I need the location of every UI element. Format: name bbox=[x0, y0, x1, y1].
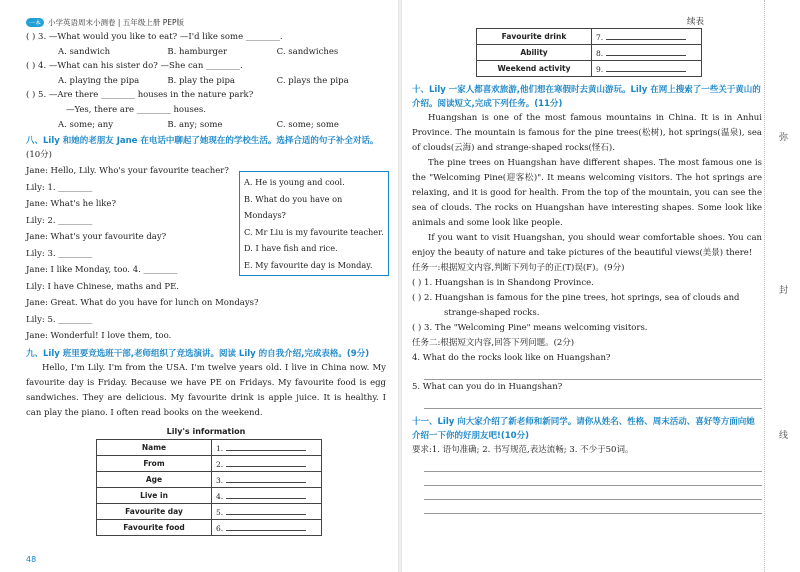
table-value[interactable] bbox=[212, 456, 322, 472]
question-4: ( ) 4. —What can his sister do? —She can ________. bbox=[26, 61, 243, 71]
passage-p3: If you want to visit Huangshan, you should wear comfortable shoes. You can enjoy the beauty of nature and take pictures of the beautiful views(美景) there! bbox=[412, 233, 762, 258]
writing-line[interactable] bbox=[424, 486, 762, 500]
answer-line[interactable] bbox=[424, 366, 762, 380]
table-key: Live in bbox=[97, 488, 212, 504]
seal-char: 弥 bbox=[779, 133, 789, 143]
table-key: From bbox=[97, 456, 212, 472]
writing-line[interactable] bbox=[424, 472, 762, 486]
table-key: Ability bbox=[477, 45, 592, 61]
section-9-title: 九、Lily 班里要竞选班干部,老师组织了竞选演讲。阅读 Lily 的自我介绍,完成表格。(9分) bbox=[26, 349, 370, 359]
blank-line[interactable] bbox=[606, 31, 686, 40]
writing-line[interactable] bbox=[424, 458, 762, 472]
blank-number: 9. bbox=[596, 65, 604, 74]
question-3: ( ) 3. —What would you like to eat? —I'd like some ________. bbox=[26, 32, 283, 42]
dialogue-line: Jane: What's he like? bbox=[26, 199, 117, 209]
question-5-reply: —Yes, there are ________ houses. bbox=[66, 105, 206, 115]
blank-number: 4. bbox=[216, 492, 224, 501]
page-spine bbox=[398, 0, 402, 572]
dialogue bbox=[26, 163, 386, 343]
table-key: Favourite food bbox=[97, 520, 212, 536]
blank-number: 8. bbox=[596, 49, 604, 58]
continued-label: 续表 bbox=[686, 17, 704, 27]
dialogue-line: Jane: I like Monday, too. 4. ________ bbox=[26, 265, 178, 275]
table-title: Lily's information bbox=[166, 427, 246, 436]
passage-p1: Huangshan is one of the most famous mountains in China. It is in Anhui Province. The mountain is famous for the pine trees(松树), hot springs(温泉), sea of clouds(云海) and strange-shaped rocks(怪石). bbox=[412, 113, 762, 153]
dialogue-line: Lily: 1. ________ bbox=[26, 182, 93, 193]
seal-char: 封 bbox=[779, 286, 789, 296]
writing-line[interactable] bbox=[424, 500, 762, 514]
blank-line[interactable] bbox=[606, 47, 686, 56]
dialogue-line: Lily: I have Chinese, maths and PE. bbox=[26, 281, 179, 292]
section-11-title: 十一、Lily 向大家介绍了新老师和新同学。请你从姓名、性格、周末活动、喜好等方面向她介绍一下你的好朋友吧!(10分) bbox=[412, 417, 755, 441]
page-header bbox=[26, 16, 386, 28]
table-key: Weekend activity bbox=[477, 61, 592, 77]
tf-2: ( ) 2. Huangshan is famous for the pine trees, hot springs, sea of clouds and bbox=[412, 293, 740, 303]
table-row bbox=[97, 488, 322, 504]
blank-line[interactable] bbox=[226, 506, 306, 515]
blank-number: 3. bbox=[216, 476, 224, 485]
blank-number: 1. bbox=[216, 444, 224, 453]
section-10-title: 十、Lily 一家人都喜欢旅游,他们想在寒假时去黄山游玩。Lily 在网上搜索了一些关于黄山的介绍。阅读短文,完成下列任务。(11分) bbox=[412, 85, 761, 109]
table-row bbox=[477, 61, 702, 77]
table-key: Favourite day bbox=[97, 504, 212, 520]
dialogue-line: Lily: 3. ________ bbox=[26, 248, 93, 259]
q3-options: A. sandwich B. hamburger C. sandwiches bbox=[58, 47, 339, 57]
table-value[interactable] bbox=[592, 45, 702, 61]
dialogue-line: Jane: Great. What do you have for lunch on Mondays? bbox=[26, 298, 259, 308]
q4-options: A. playing the pipa B. play the pipa C. plays the pipa bbox=[58, 76, 349, 86]
blank-number: 5. bbox=[216, 508, 224, 517]
blank-number: 2. bbox=[216, 460, 224, 469]
question-4-right: 4. What do the rocks look like on Huangshan? bbox=[412, 353, 611, 363]
task-2: 任务二:根据短文内容,回答下列问题。(2分) bbox=[412, 338, 575, 348]
dialogue-line: Jane: Hello, Lily. Who's your favourite teacher? bbox=[26, 166, 229, 176]
dialogue-line: Lily: 5. ________ bbox=[26, 314, 93, 325]
table-value[interactable] bbox=[212, 472, 322, 488]
question-5-right: 5. What can you do in Huangshan? bbox=[412, 382, 563, 392]
table-row bbox=[97, 440, 322, 456]
dialogue-line: Jane: What's your favourite day? bbox=[26, 232, 167, 242]
blank-line[interactable] bbox=[226, 458, 306, 467]
table-key: Name bbox=[97, 440, 212, 456]
blank-line[interactable] bbox=[226, 474, 306, 483]
table-value[interactable] bbox=[212, 504, 322, 520]
blank-line[interactable] bbox=[606, 63, 686, 72]
table-row bbox=[97, 520, 322, 536]
left-page bbox=[26, 16, 386, 536]
q5-options: A. some; any B. any; some C. some; some bbox=[58, 120, 339, 130]
table-row bbox=[97, 456, 322, 472]
header-title: 小学英语周末小测卷 | 五年级上册 PEP版 bbox=[48, 17, 184, 27]
task-1: 任务一:根据短文内容,判断下列句子的正(T)误(F)。(9分) bbox=[412, 263, 625, 273]
blank-number: 6. bbox=[216, 524, 224, 533]
table-row bbox=[97, 472, 322, 488]
writing-requirements: 要求:1. 语句准确; 2. 书写规范,表达流畅; 3. 不少于50词。 bbox=[412, 445, 634, 455]
table-row bbox=[97, 504, 322, 520]
question-5: ( ) 5. —Are there ________ houses in the nature park? bbox=[26, 90, 254, 100]
table-value[interactable] bbox=[592, 61, 702, 77]
tf-2-cont: strange-shaped rocks. bbox=[444, 308, 540, 318]
dialogue-line: Lily: 2. ________ bbox=[26, 215, 93, 226]
table-row bbox=[477, 45, 702, 61]
seal-char: 线 bbox=[779, 431, 789, 441]
right-page bbox=[412, 16, 762, 514]
table-value[interactable] bbox=[592, 29, 702, 45]
table-value[interactable] bbox=[212, 488, 322, 504]
blank-line[interactable] bbox=[226, 490, 306, 499]
page-number: 48 bbox=[26, 555, 37, 564]
section-8-score: (10分) bbox=[26, 150, 52, 160]
dialogue-line: Jane: Wonderful! I love them, too. bbox=[26, 331, 172, 341]
brand-logo: 一本 bbox=[26, 18, 44, 27]
seal-margin bbox=[764, 0, 800, 572]
continued-table bbox=[476, 28, 702, 77]
blank-line[interactable] bbox=[226, 442, 306, 451]
section-8-title: 八、Lily 和她的老朋友 Jane 在电话中聊起了她现在的学校生活。选择合适的句子补全对话。 bbox=[26, 136, 379, 146]
blank-number: 7. bbox=[596, 33, 604, 42]
tf-1: ( ) 1. Huangshan is in Shandong Province. bbox=[412, 278, 594, 288]
lily-info-table bbox=[96, 439, 322, 536]
answer-line[interactable] bbox=[424, 395, 762, 409]
blank-line[interactable] bbox=[226, 522, 306, 531]
passage-p2: The pine trees on Huangshan have different shapes. The most famous one is the "Welcoming Pine(迎客松)". It means welcoming visitors. The hot springs are relaxing, and it is good for health. From the top of the mountain, you can see the sea of clouds. The rocks on Huangshan have interesting shapes. Some look like animals and some look like people. bbox=[412, 158, 762, 228]
table-key: Favourite drink bbox=[477, 29, 592, 45]
table-value[interactable] bbox=[212, 520, 322, 536]
table-value[interactable] bbox=[212, 440, 322, 456]
answer-options-box: A. He is young and cool. B. What do you have on Mondays? C. Mr Liu is my favourite teacher. D. I have fish and rice. E. My favourite day is Monday. bbox=[239, 171, 389, 276]
table-key: Age bbox=[97, 472, 212, 488]
table-row bbox=[477, 29, 702, 45]
tf-3: ( ) 3. The "Welcoming Pine" means welcoming visitors. bbox=[412, 323, 648, 333]
lily-passage: Hello, I'm Lily. I'm from the USA. I'm twelve years old. I live in China now. My favourite day is Friday. Because we have PE on Fridays. My favourite food is egg sandwiches. They are delicious. My favourite drink is apple juice. It is healthy. I can play the piano. I often read books on the weekend. bbox=[26, 363, 386, 418]
